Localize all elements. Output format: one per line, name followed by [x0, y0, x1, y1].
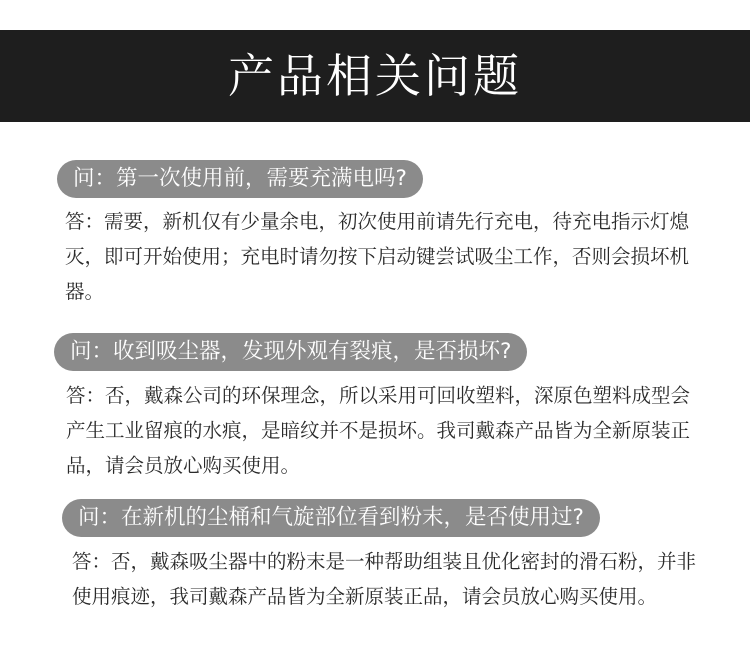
faq-question: 问：在新机的尘桶和气旋部位看到粉末，是否使用过? [62, 499, 600, 537]
faq-question: 问：第一次使用前，需要充满电吗? [57, 160, 423, 198]
page-header [0, 30, 750, 122]
faq-answer: 答：否，戴森吸尘器中的粉末是一种帮助组装且优化密封的滑石粉，并非使用痕迹，我司戴森产品皆为全新原装正品，请会员放心购买使用。 [72, 550, 697, 608]
page-title: 产品相关问题 [228, 49, 522, 103]
faq-answer: 答：否，戴森公司的环保理念，所以采用可回收塑料，深原色塑料成型会产生工业留痕的水痕，是暗纹并不是损坏。我司戴森产品皆为全新原装正品，请会员放心购买使用。 [66, 384, 691, 477]
faq-answer: 答：需要，新机仅有少量余电，初次使用前请先行充电，待充电指示灯熄灭，即可开始使用；充电时请勿按下启动键尝试吸尘工作，否则会损坏机器。 [65, 210, 690, 303]
faq-question: 问：收到吸尘器，发现外观有裂痕，是否损坏? [54, 333, 527, 371]
